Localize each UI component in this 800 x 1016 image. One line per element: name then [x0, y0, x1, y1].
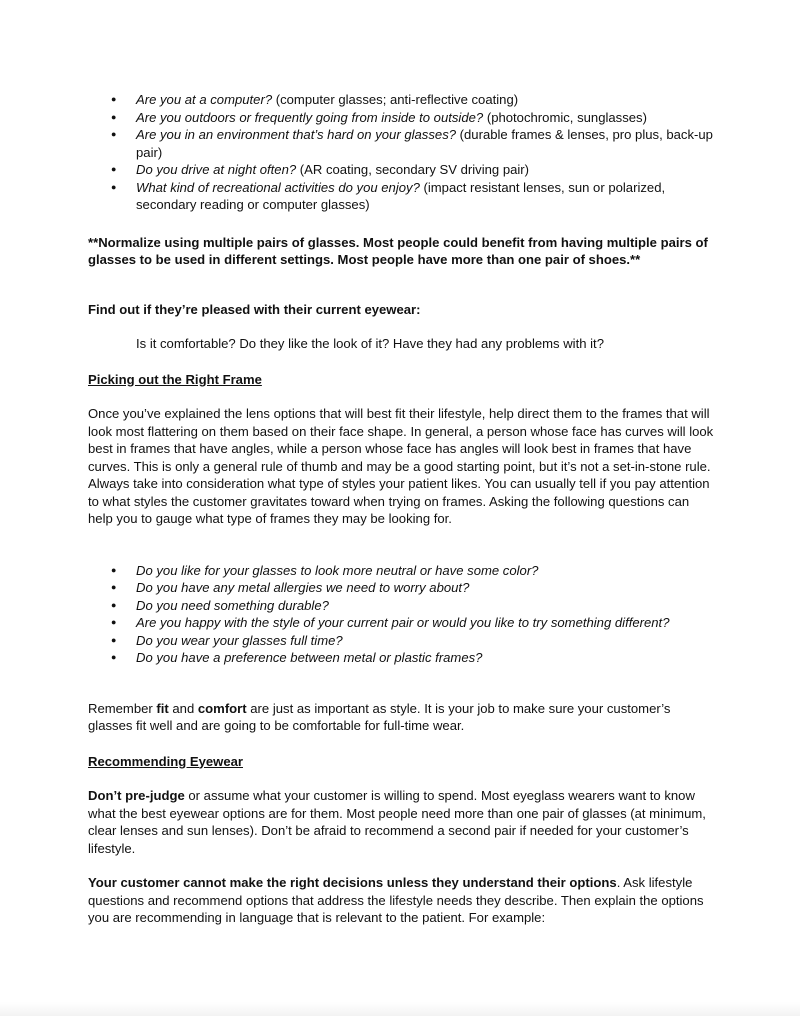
question-text: Do you have a preference between metal or plastic frames? — [136, 650, 483, 665]
page-bottom-edge — [0, 1002, 800, 1016]
question-text: Do you wear your glasses full time? — [136, 632, 343, 648]
list-item — [88, 179, 714, 214]
question-text: What kind of recreational activities do you enjoy? — [136, 179, 420, 195]
remember-text-pre: Remember — [88, 700, 157, 716]
eyewear-questions: Is it comfortable? Do they like the look of it? Have they had any problems with it? — [136, 336, 604, 351]
question-text: Are you in an environment that’s hard on your glasses? — [136, 127, 457, 142]
list-item — [88, 579, 714, 597]
fit-keyword: fit — [156, 700, 169, 716]
list-item — [88, 91, 714, 109]
answer-text: (computer glasses; anti-reflective coating) — [272, 92, 519, 107]
document-page — [88, 91, 714, 927]
question-text: Do you need something durable? — [136, 597, 329, 613]
answer-text: (durable frames & lenses, pro plus, back-up pair) — [136, 127, 713, 160]
eyewear-heading: Find out if they’re pleased with their current eyewear: — [88, 301, 421, 317]
list-item — [88, 649, 714, 667]
list-item — [88, 109, 714, 127]
remember-paragraph — [88, 700, 714, 735]
question-text: Do you like for your glasses to look more neutral or have some color? — [136, 562, 539, 578]
remember-text-and: and — [168, 700, 198, 716]
frame-paragraph: Once you’ve explained the lens options that will best fit their lifestyle, help direct them to the frames that will look most flattering on them based on their face shape. In general, a person whose face has curves will look best in frames that have angles, while a person whose face has angles will look best in frames that have curves. This is only a general rule of thumb and may be a good starting point, but it’s not a set-in-stone rule. Always take into consideration what type of styles your patient likes. You can usually tell if you pay attention to what styles the customer gravitates toward when trying on frames. Asking the following questions can help you to gauge what type of frames they may be looking for. — [88, 406, 714, 526]
comfort-keyword: comfort — [197, 700, 247, 716]
prejudge-text: or assume what your customer is willing to spend. Most eyeglass wearers want to know what the best eyewear options are for them. Most people need more than one pair of glasses (at minimum, clear lenses and sun lenses). Don’t be afraid to recommend a second pair if needed for your customer’s lifestyle. — [88, 788, 706, 856]
answer-text: (impact resistant lenses, sun or polarized, secondary reading or computer glasses) — [136, 179, 666, 212]
list-item — [88, 562, 714, 580]
prejudge-paragraph — [88, 787, 714, 857]
section-heading-frame: Picking out the Right Frame — [88, 371, 262, 387]
question-text: Are you outdoors or frequently going from inside to outside? — [136, 109, 484, 125]
question-text: Are you happy with the style of your current pair or would you like to try something different? — [136, 615, 670, 630]
answer-text: (photochromic, sunglasses) — [483, 109, 647, 125]
question-text: Do you drive at night often? — [136, 162, 297, 177]
lifestyle-question-list — [88, 91, 714, 214]
question-text: Do you have any metal allergies we need to worry about? — [136, 580, 470, 595]
list-item — [88, 161, 714, 179]
list-item — [88, 614, 714, 632]
options-paragraph — [88, 874, 714, 927]
prejudge-bold: Don’t pre-judge — [88, 788, 185, 803]
options-text: . Ask lifestyle questions and recommend options that address the lifestyle needs they describe. Then explain the options you are recommending in language that is relevant to the patient. For example: — [88, 875, 704, 925]
frame-question-list — [88, 562, 714, 667]
remember-text-post: are just as important as style. It is your job to make sure your customer’s glasses fit well and are going to be comfortable for full-time wear. — [88, 700, 671, 733]
options-bold: Your customer cannot make the right decisions unless they understand their options — [88, 875, 617, 890]
list-item — [88, 597, 714, 615]
question-text: Are you at a computer? — [136, 92, 273, 107]
normalize-note: **Normalize using multiple pairs of glasses. Most people could benefit from having multiple pairs of glasses to be used in different settings. Most people have more than one pair of shoes.** — [88, 234, 708, 267]
section-heading-recommend: Recommending Eyewear — [88, 753, 243, 769]
list-item — [88, 632, 714, 650]
list-item — [88, 126, 714, 161]
answer-text: (AR coating, secondary SV driving pair) — [296, 162, 530, 177]
